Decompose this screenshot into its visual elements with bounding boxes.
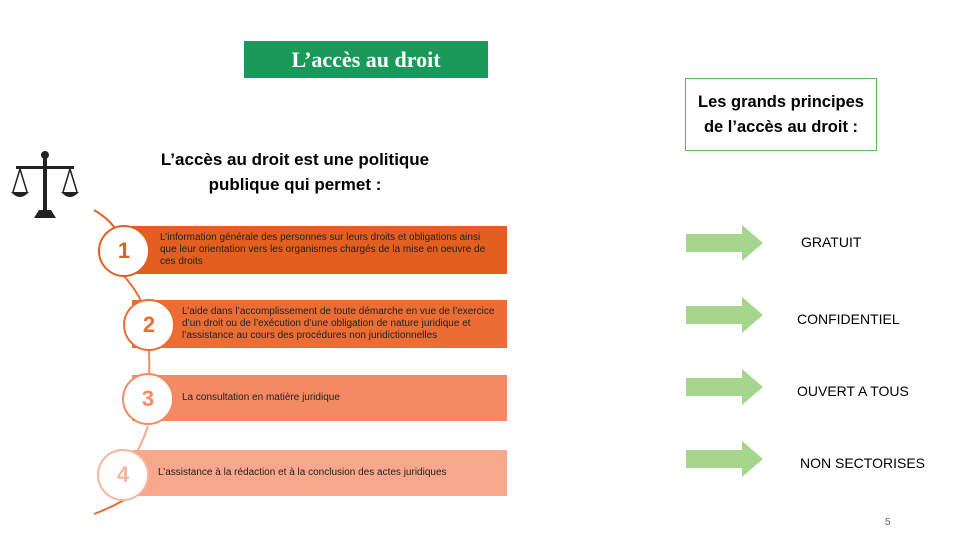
step-number-4: 4 [97,449,149,501]
principles-heading-text: Les grands principes de l’accès au droit : [698,92,864,136]
principle-non-sectorises: NON SECTORISES [800,455,925,471]
right-arrow-icon [686,225,764,261]
right-arrow-icon [686,369,764,405]
step-text-3: La consultation en matière juridique [182,392,340,403]
step-number-1: 1 [98,225,150,277]
step-text-4: L’assistance à la rédaction et à la conclusion des actes juridiques [158,467,447,478]
step-bar-1 [132,226,507,274]
right-arrow-icon [686,441,764,477]
step-bar-4 [132,450,507,496]
step-number-3: 3 [122,373,174,425]
step-bar-3 [132,375,507,421]
page-title: L’accès au droit [244,41,488,78]
principle-confidentiel: CONFIDENTIEL [797,311,900,327]
principle-ouvert-a-tous: OUVERT A TOUS [797,383,909,399]
intro-text: L’accès au droit est une politique publique qui permet : [160,150,430,194]
page-number: 5 [885,517,891,528]
right-arrow-icon [686,297,764,333]
step-bar-2 [132,300,507,348]
step-text-1: L’information générale des personnes sur leurs droits et obligations ainsi que leur orientation vers les organismes chargés de la mise en oeuvre de ces droits [160,232,486,267]
principle-gratuit: GRATUIT [801,234,862,250]
step-number-2: 2 [123,299,175,351]
step-text-2: L’aide dans l’accomplissement de toute démarche en vue de l’exercice d’un droit ou de l’exécution d’une obligation de nature juridique et l’assistance au cours des procédures non juridictionnelles [182,306,495,341]
